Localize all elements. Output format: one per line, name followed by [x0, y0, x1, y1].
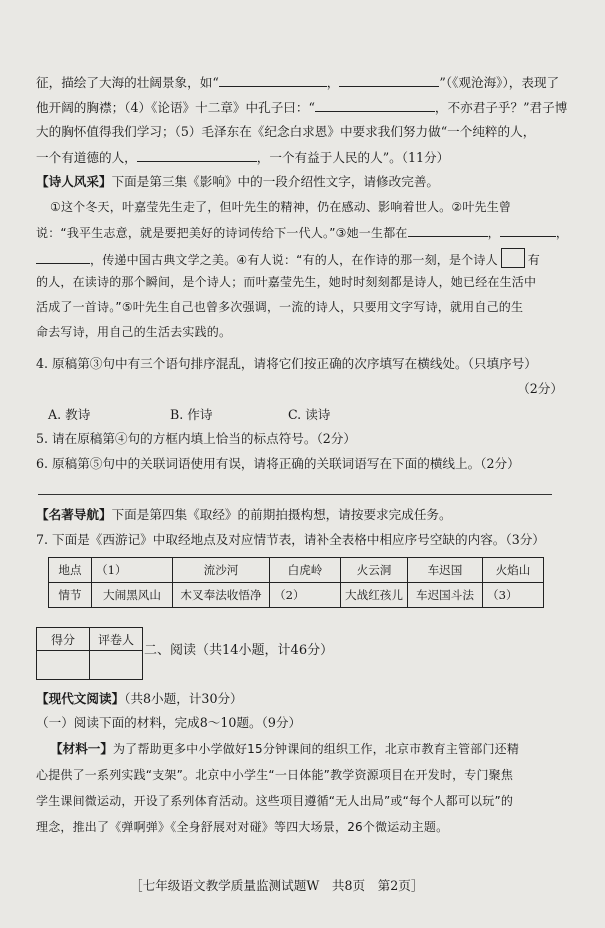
score-field[interactable] — [37, 651, 90, 680]
table-header-plot: 情节 — [49, 583, 92, 608]
section-heading-modern: 【现代文阅读】（共8小题，计30分） — [36, 691, 243, 706]
question-7: 7. 下面是《西游记》中取经地点及对应情节表，请补全表格中相应序号空缺的内容。（3分） — [36, 532, 545, 547]
answer-blank[interactable] — [339, 73, 439, 87]
table-row-places — [49, 558, 544, 583]
text-line: 大的胸怀值得我们学习；（5）毛泽东在《纪念白求恩》中要求我们努力做“一个纯粹的人， — [36, 124, 536, 139]
table-cell: 木叉奉法收悟净 — [173, 583, 270, 608]
answer-blank[interactable] — [137, 148, 257, 162]
material-line: 理念，推出了《弹啊弹》《全身舒展对对碰》等四大场景，26个微运动主题。 — [36, 820, 449, 834]
question-4: 4. 原稿第③句中有三个语句排序混乱，请将它们按正确的次序填写在横线处。（只填序号） — [36, 356, 537, 371]
table-cell: 车迟国斗法 — [407, 583, 482, 608]
score-label: 得分 — [37, 628, 90, 651]
section-heading-poetry: 【诗人风采】下面是第三集《影响》中的一段介绍性文字，请修改完善。 — [36, 174, 439, 189]
punctuation-box[interactable] — [501, 248, 525, 268]
passage-line: ①这个冬天，叶嘉莹先生走了，但叶先生的精神，仍在感动、影响着世人。②叶先生曾 — [50, 200, 512, 214]
grader-field[interactable] — [90, 651, 143, 680]
answer-blank[interactable] — [315, 98, 435, 112]
material-line: 心提供了一系列实践“支架”。北京中小学生“一日体能”教学资源项目在开发时，专门聚焦 — [36, 768, 514, 782]
table-cell: 火云洞 — [341, 558, 408, 583]
table-cell[interactable]: （3） — [482, 583, 543, 608]
table-cell: 车迟国 — [407, 558, 482, 583]
section-heading-classics: 【名著导航】下面是第四集《取经》的前期拍摄构想，请按要求完成任务。 — [36, 507, 452, 522]
table-cell: 大战红孩儿 — [341, 583, 408, 608]
answer-blank[interactable] — [219, 73, 327, 87]
table-cell: 流沙河 — [173, 558, 270, 583]
score-table — [36, 627, 143, 680]
text-line: 他开阔的胸襟；（4）《论语》十二章》中孔子曰：“ ，不亦君子乎？”君子博 — [36, 100, 568, 115]
table-cell: 火焰山 — [482, 558, 543, 583]
answer-blank[interactable] — [36, 250, 90, 264]
option-c: C. 读诗 — [288, 407, 331, 422]
passage-line: 命去写诗，用自己的生活去实践的。 — [36, 325, 232, 339]
material-line: 【材料一】为了帮助更多中小学做好15分钟课间的组织工作，北京市教育主管部门还精 — [50, 741, 520, 756]
material-line: 学生课间微运动，开设了系列体育活动。这些项目遵循“无人出局”或“每个人都可以玩”的 — [36, 794, 514, 808]
table-cell: 大闹黑风山 — [92, 583, 173, 608]
passage-line: 活成了一首诗。”⑤叶先生自己也曾多次强调，一流的诗人，只要用文字写诗，就用自己的生 — [36, 300, 524, 314]
journey-table — [48, 557, 544, 608]
table-cell: 白虎岭 — [270, 558, 341, 583]
answer-line[interactable] — [38, 494, 552, 495]
passage-line: 的人，在读诗的那个瞬间，是个诗人；而叶嘉莹先生，她时时刻刻都是诗人，她已经在生活中 — [36, 275, 537, 289]
table-cell[interactable]: （2） — [270, 583, 341, 608]
option-a: A. 教诗 — [48, 407, 91, 422]
text-line: 一个有道德的人， ，一个有益于人民的人”。（11分） — [36, 150, 450, 165]
answer-blank[interactable] — [408, 223, 488, 237]
text-line: 征，描绘了大海的壮阔景象，如“ ， ”（《观沧海》），表现了 — [36, 75, 560, 90]
page-footer: ［七年级语文教学质量监测试题W 共8页 第2页］ — [130, 878, 424, 893]
question-6: 6. 原稿第⑤句中的关联词语使用有误，请将正确的关联词语写在下面的横线上。（2分） — [36, 456, 520, 471]
passage-line: 说：“我平生志意，就是要把美好的诗词传给下一代人。”③她一生都在 ， ， — [36, 223, 568, 242]
table-cell[interactable]: （1） — [92, 558, 173, 583]
option-b: B. 作诗 — [170, 407, 213, 422]
question-5: 5. 请在原稿第④句的方框内填上恰当的标点符号。（2分） — [36, 431, 356, 446]
question-4-score: （2分） — [517, 381, 563, 396]
grader-label: 评卷人 — [90, 628, 143, 651]
passage-line: ，传递中国古典文学之美。④有人说：“有的人，在作诗的那一刻，是个诗人 有 — [36, 248, 540, 269]
table-row-plots — [49, 583, 544, 608]
section-title-reading: 二、阅读（共14小题，计46分） — [144, 643, 334, 658]
answer-blank[interactable] — [500, 223, 556, 237]
table-header-place: 地点 — [49, 558, 92, 583]
part-instructions: （一）阅读下面的材料，完成8～10题。（9分） — [36, 715, 302, 730]
